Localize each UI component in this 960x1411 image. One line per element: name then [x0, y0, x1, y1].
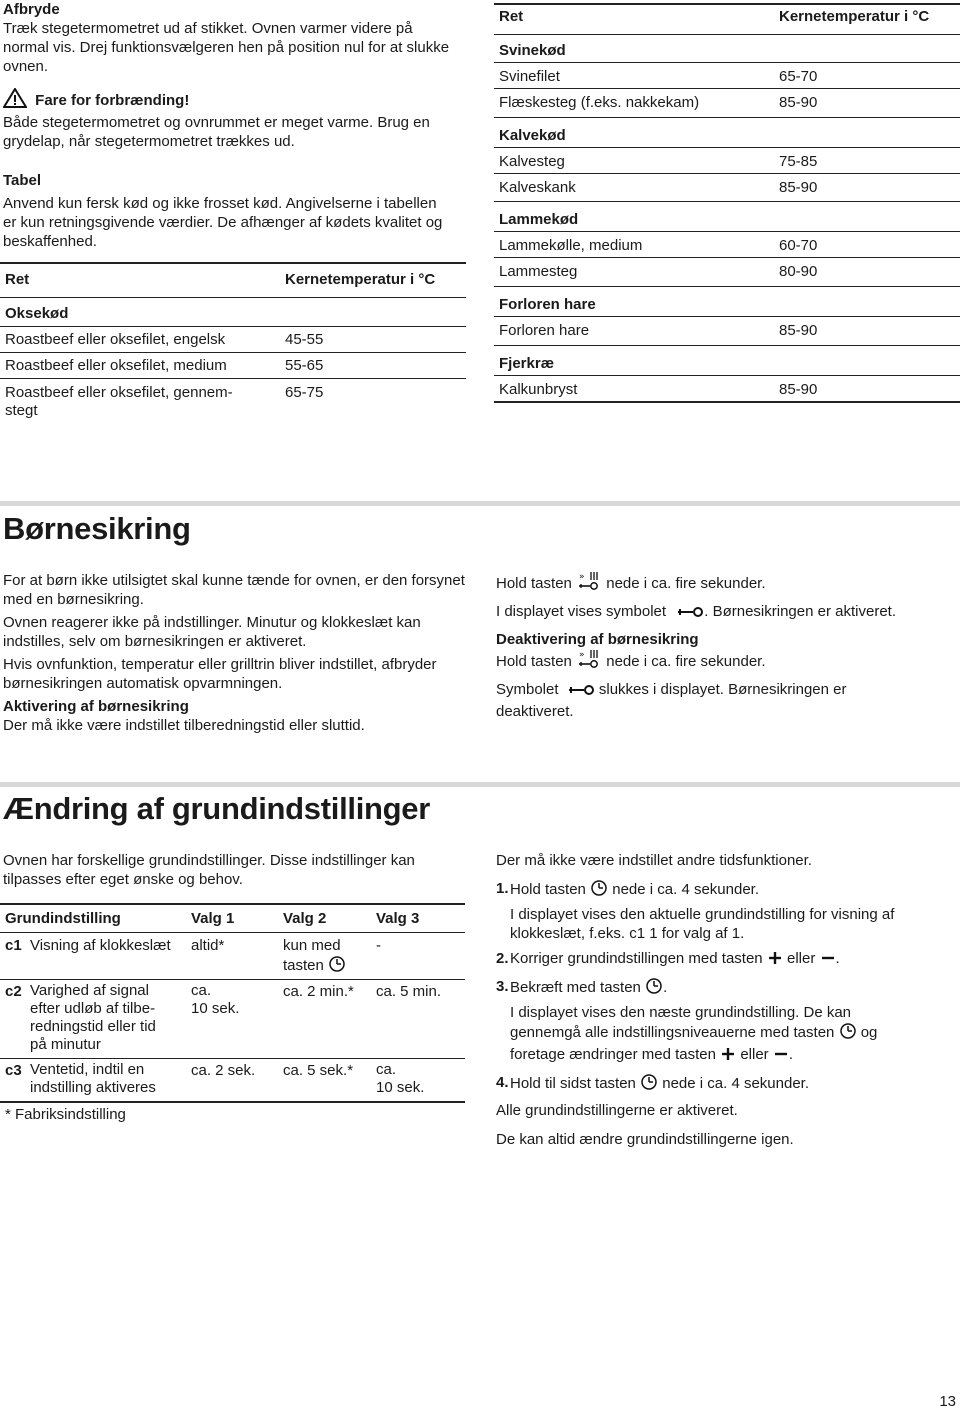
header-ret: Ret: [5, 271, 30, 288]
boernesikring-right: [496, 571, 956, 721]
aendring-right: [496, 851, 956, 1149]
table-row-temp: 65-75: [285, 384, 324, 401]
paragraph: Der må ikke være indstillet tilberedningstid eller sluttid.: [3, 717, 365, 734]
afbryde-heading: Afbryde: [3, 1, 60, 18]
group-lammekoed: Lammekød: [499, 211, 579, 228]
key-lock-button-icon: [576, 571, 602, 596]
setting-code: c1: [5, 937, 22, 954]
plus-icon: [767, 950, 783, 971]
note: Der må ikke være indstillet andre tidsfunktioner.: [496, 852, 812, 869]
setting-v2: ca. 2 min.*: [283, 983, 354, 1000]
afbryde-text: Træk stegetermometret ud af stikket. Ovnen varmer videre på normal vis. Drej funktionsvælgeren hen på position nul for at slukke ovnen.: [3, 20, 450, 75]
clock-icon: [640, 1073, 658, 1096]
warning-block: [3, 88, 463, 151]
warning-text: Både stegetermometret og ovnrummet er meget varme. Brug en grydelap, når stegetermometret trækkes ud.: [3, 114, 430, 150]
minus-icon: [773, 1046, 789, 1067]
instruction-line: I displayet vises symbolet . Børnesikringen er aktiveret.: [496, 602, 956, 624]
table-row: Roastbeef eller oksefilet, engelsk: [5, 331, 226, 348]
aendring-intro: Ovnen har forskellige grundindstillinger. Disse indstillinger kan tilpasses efter eget ønske og behov.: [3, 852, 415, 888]
svg-text:»: »: [579, 650, 585, 660]
setting-v1: altid*: [191, 937, 225, 954]
section-title-boernesikring: Børnesikring: [3, 511, 191, 546]
footnote: * Fabriksindstilling: [5, 1106, 126, 1123]
header-valg3: Valg 3: [376, 910, 420, 927]
svg-text:»: »: [579, 572, 585, 582]
table-row: Flæskesteg (f.eks. nakkekam): [499, 94, 700, 111]
warning-triangle-icon: [3, 88, 27, 113]
subheading-deaktivering: Deaktivering af børnesikring: [496, 631, 699, 648]
section-divider: [0, 501, 960, 506]
temperature-table-right: [494, 0, 960, 410]
setting-v1: ca. 2 sek.: [191, 1062, 256, 1079]
clock-icon: [839, 1022, 857, 1045]
group-oksekoed: Oksekød: [5, 305, 69, 322]
table-row-cont: stegt: [5, 402, 38, 419]
temperature-table-left: [0, 262, 470, 432]
table-row-temp: 60-70: [779, 237, 818, 254]
instruction-line: Hold tasten » nede i ca. fire sekunder.: [496, 649, 956, 674]
table-row-temp: 55-65: [285, 357, 324, 374]
page-number: 13: [939, 1393, 956, 1410]
table-row-temp: 85-90: [779, 179, 818, 196]
section-title-aendring: Ændring af grundindstillinger: [3, 791, 430, 826]
table-row-temp: 65-70: [779, 68, 818, 85]
subheading-aktivering: Aktivering af børnesikring: [3, 698, 189, 715]
done-text: Alle grundindstillingerne er aktiveret.: [496, 1102, 738, 1119]
group-svinekoed: Svinekød: [499, 42, 566, 59]
instruction-line: Hold tasten » nede i ca. fire sekunder.: [496, 571, 956, 596]
table-row-temp: 45-55: [285, 331, 324, 348]
table-row-temp: 85-90: [779, 322, 818, 339]
table-row-temp: 75-85: [779, 153, 818, 170]
warning-label: Fare for forbrænding!: [35, 92, 190, 109]
tabel-text: Anvend kun fersk kød og ikke frosset kød. Angivelserne i tabellen er kun retningsgivende værdier. De afhænger af kødets kvalitet og beskaffenhed.: [3, 195, 443, 250]
settings-table: [0, 903, 470, 1128]
group-forloren-hare: Forloren hare: [499, 296, 596, 313]
setting-v3: ca. 10 sek.: [376, 1061, 425, 1096]
section-divider: [0, 782, 960, 787]
step-3: 3. Bekræft med tasten . I displayet vises den næste grundindstilling. De kan gennemgå alle indstillingsniveauerne med tasten og foretage ændringer med tasten eller .: [496, 977, 956, 1067]
setting-code: c3: [5, 1062, 22, 1079]
clock-icon: [328, 955, 346, 978]
key-symbol-icon: [567, 683, 595, 702]
setting-desc: Visning af klokkeslæt: [30, 937, 171, 954]
table-row: Lammesteg: [499, 263, 578, 280]
afbryde-section: [3, 0, 463, 76]
table-row: Kalkunbryst: [499, 381, 578, 398]
setting-v2-cont: tasten: [283, 955, 346, 978]
table-row: Svinefilet: [499, 68, 560, 85]
setting-v3: ca. 5 min.: [376, 983, 442, 1000]
setting-desc: Ventetid, indtil en indstilling aktiveres: [30, 1061, 156, 1096]
key-symbol-icon: [676, 605, 704, 624]
table-row-temp: 80-90: [779, 263, 818, 280]
plus-icon: [720, 1046, 736, 1067]
step-4: 4. Hold til sidst tasten nede i ca. 4 sekunder.: [496, 1073, 956, 1096]
group-fjerkrae: Fjerkræ: [499, 355, 555, 372]
header-kernetemperatur: Kernetemperatur i °C: [285, 271, 436, 288]
paragraph: For at børn ikke utilsigtet skal kunne tænde for ovnen, er den forsynet med en børnesikring.: [3, 572, 465, 608]
setting-code: c2: [5, 983, 22, 1000]
clock-icon: [645, 977, 663, 1000]
table-row: Lammekølle, medium: [499, 237, 643, 254]
header-grundindstilling: Grundindstilling: [5, 910, 121, 927]
instruction-line: Symbolet slukkes i displayet. Børnesikringen er deaktiveret.: [496, 681, 847, 720]
table-row-temp: 85-90: [779, 381, 818, 398]
header-ret: Ret: [499, 8, 524, 25]
minus-icon: [820, 950, 836, 971]
paragraph: Ovnen reagerer ikke på indstillinger. Minutur og klokkeslæt kan indstilles, selv om børnesikringen er aktiveret.: [3, 614, 421, 650]
setting-v2: kun med: [283, 937, 341, 954]
setting-v1: ca. 10 sek.: [191, 982, 240, 1017]
table-row: Kalveskank: [499, 179, 576, 196]
paragraph: Hvis ovnfunktion, temperatur eller grilltrin bliver indstillet, afbryder børnesikringen automatisk opvarmningen.: [3, 656, 437, 692]
table-row: Kalvesteg: [499, 153, 565, 170]
clock-icon: [590, 879, 608, 902]
tabel-section: [3, 171, 463, 251]
step-1: 1. Hold tasten nede i ca. 4 sekunder. I displayet vises den aktuelle grundindstilling for visning af klokkeslæt, f.eks. c1 1 for valg af 1.: [496, 880, 895, 942]
header-kernetemperatur: Kernetemperatur i °C: [779, 8, 930, 25]
setting-desc: Varighed af signal efter udløb af tilbe- redningstid eller tid på minutur: [30, 982, 156, 1053]
tabel-heading: Tabel: [3, 172, 42, 189]
setting-v2: ca. 5 sek.*: [283, 1062, 354, 1079]
setting-v3: -: [376, 937, 381, 954]
table-row: Roastbeef eller oksefilet, medium: [5, 357, 227, 374]
table-row: Forloren hare: [499, 322, 590, 339]
step-2: 2. Korriger grundindstillingen med tasten eller .: [496, 949, 956, 971]
group-kalvekoed: Kalvekød: [499, 127, 566, 144]
table-row-temp: 85-90: [779, 94, 818, 111]
header-valg2: Valg 2: [283, 910, 327, 927]
header-valg1: Valg 1: [191, 910, 235, 927]
boernesikring-left: [3, 571, 468, 735]
table-row: Roastbeef eller oksefilet, gennem-: [5, 384, 233, 401]
final-text: De kan altid ændre grundindstillingerne igen.: [496, 1131, 794, 1148]
key-lock-button-icon: [576, 649, 602, 674]
